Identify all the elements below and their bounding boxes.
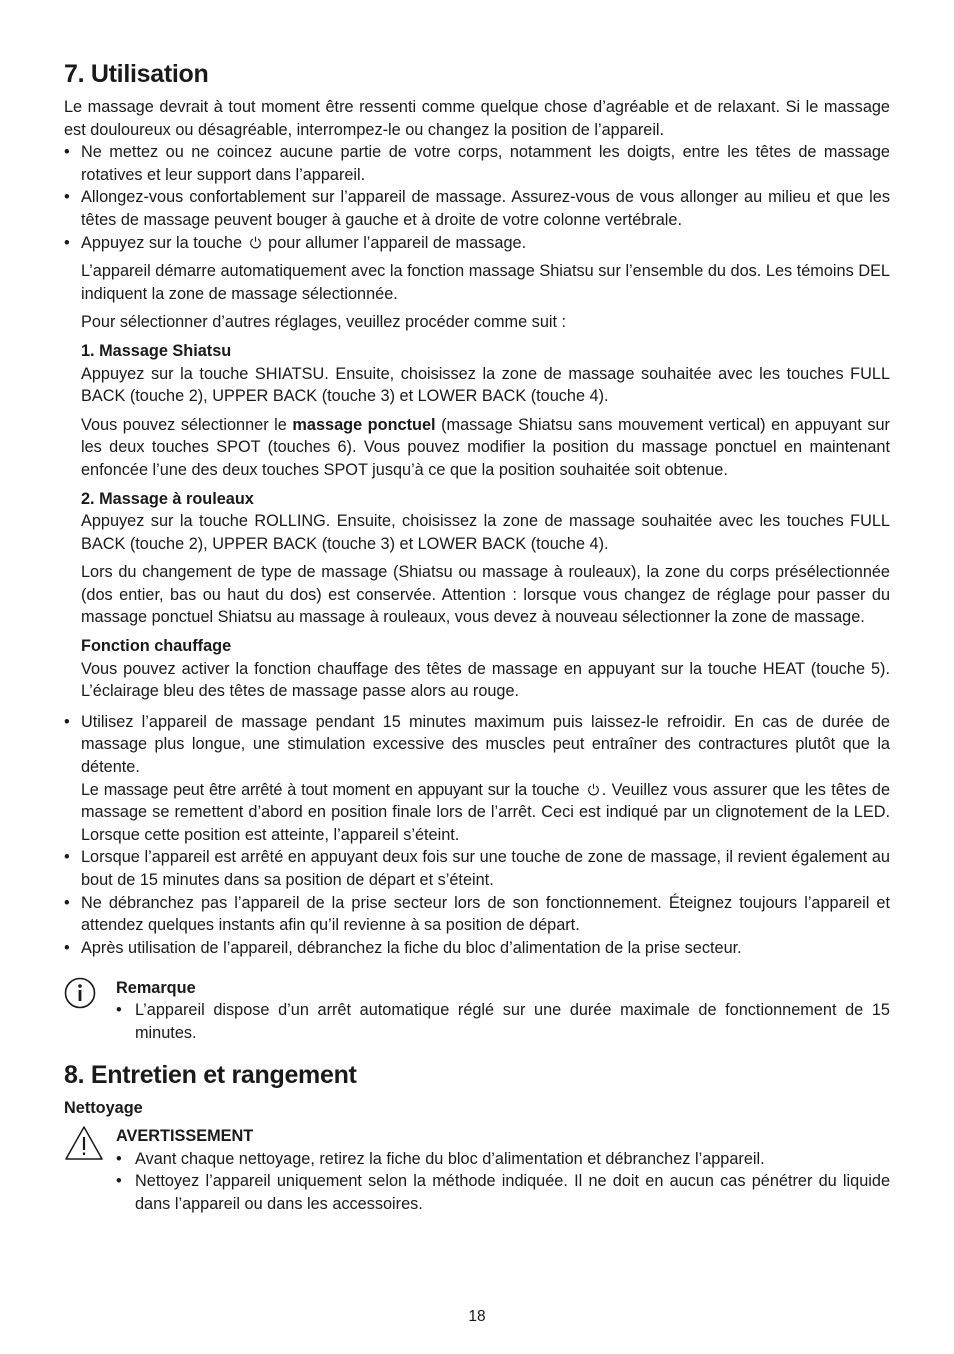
- list-item: • Ne mettez ou ne coincez aucune partie de votre corps, notamment les doigts, entre les têtes de massage rotatives et leur support dans l’appareil.: [64, 141, 890, 186]
- note-list: [116, 999, 890, 1044]
- section-7-title: 7. Utilisation: [64, 60, 209, 88]
- page-content: [64, 58, 890, 1216]
- warning-title: AVERTISSEMENT: [116, 1127, 254, 1146]
- cleaning-subtitle: Nettoyage: [64, 1098, 143, 1117]
- page-number: 18: [468, 1308, 486, 1325]
- heat-heading: Fonction chauffage: [81, 637, 232, 656]
- usage-bullets: [64, 141, 890, 254]
- list-item: • Allongez-vous confortablement sur l’appareil de massage. Assurez-vous de vous allonger au milieu et que les têtes de massage peuvent bouger à gauche et à droite de votre colonne vertébrale.: [64, 186, 890, 231]
- list-item-15min: [64, 711, 890, 847]
- shiatsu-heading: 1. Massage Shiatsu: [81, 341, 232, 360]
- power-text-post: pour allumer l’appareil de massage.: [268, 233, 527, 252]
- stop-text-post: . Veuillez vous assurer que les têtes de massage se remettent d’abord en position finale lors de l’arrêt. Ceci est indiqué par un clignotement de la LED. Lorsque cette position est atteinte, l’appareil s’éteint.: [81, 780, 891, 844]
- usage-bullets-2: [64, 711, 890, 960]
- section-8-title: 8. Entretien et rangement: [64, 1060, 357, 1089]
- rolling-text-2: Lors du changement de type de massage (Shiatsu ou massage à rouleaux), la zone du corps présélectionnée (dos entier, bas ou haut du dos) est conservée. Attention : lorsque vous changez de réglage pour passer du massage ponctuel Shiatsu au massage à rouleaux, vous devez à nouveau sélectionner la zone de massage.: [81, 563, 890, 627]
- warning-box: [64, 1125, 890, 1215]
- list-item: • Nettoyez l’appareil uniquement selon la méthode indiquée. Il ne doit en aucun cas pénétrer du liquide dans l’appareil ou dans les accessoires.: [116, 1170, 890, 1215]
- shiatsu-text: Appuyez sur la touche SHIATSU. Ensuite, choisissez la zone de massage souhaitée avec les touches FULL BACK (touche 2), UPPER BACK (touche 3) et LOWER BACK (touche 4).: [81, 364, 890, 406]
- stop-text-pre: Le massage peut être arrêté à tout moment en appuyant sur la touche: [81, 780, 580, 799]
- info-icon: [64, 977, 96, 1009]
- warning-list: [116, 1148, 890, 1216]
- intro-text: Le massage devrait à tout moment être ressenti comme quelque chose d’agréable et de relaxant. Si le massage est douloureux ou désagréable, interrompez-le ou changez la position de l’appareil.: [64, 98, 890, 139]
- spot-text-bold: massage ponctuel: [292, 415, 436, 434]
- note-box: [64, 977, 890, 1044]
- list-item: • L’appareil dispose d’un arrêt automatique réglé sur une durée maximale de fonctionnement de 15 minutes.: [116, 999, 890, 1044]
- power-icon: [249, 236, 262, 249]
- spot-text-post: (massage Shiatsu sans mouvement vertical) en appuyant sur les deux touches SPOT (touches 6). Vous pouvez modifier la position du massage ponctuel en maintenant enfoncée l’une des deux touches SPOT jusqu’à ce que la position souhaitée soit obtenue.: [81, 415, 890, 479]
- list-item: • Lorsque l’appareil est arrêté en appuyant deux fois sur une touche de zone de massage, il revient également au bout de 15 minutes dans sa position de départ et s’éteint.: [64, 846, 890, 891]
- rolling-heading: 2. Massage à rouleaux: [81, 489, 254, 508]
- warning-icon: [64, 1125, 104, 1161]
- list-item: • Après utilisation de l’appareil, débranchez la fiche du bloc d’alimentation de la prise secteur.: [64, 937, 890, 960]
- other-settings-text: Pour sélectionner d’autres réglages, veuillez procéder comme suit :: [81, 313, 567, 332]
- auto-start-text: L’appareil démarre automatiquement avec la fonction massage Shiatsu sur l’ensemble du dos. Les témoins DEL indiquent la zone de massage sélectionnée.: [81, 262, 890, 303]
- note-title: Remarque: [116, 979, 196, 998]
- spot-text-pre: Vous pouvez sélectionner le: [81, 415, 287, 434]
- power-text-pre: Appuyez sur la touche: [81, 233, 243, 252]
- list-item-power: [64, 232, 890, 255]
- bullet-15min-text: Utilisez l’appareil de massage pendant 15 minutes maximum puis laissez-le refroidir. En cas de durée de massage plus longue, une stimulation excessive des muscles peut entraîner des contractures plutôt que la détente.: [81, 712, 890, 777]
- power-icon: [587, 783, 600, 796]
- settings-block: [64, 260, 890, 703]
- list-item: • Avant chaque nettoyage, retirez la fiche du bloc d’alimentation et débranchez l’appareil.: [116, 1148, 890, 1171]
- spot-text: [81, 414, 890, 482]
- list-item: • Ne débranchez pas l’appareil de la prise secteur lors de son fonctionnement. Éteignez toujours l’appareil et attendez quelques instants afin qu’il revienne à sa position de départ.: [64, 892, 890, 937]
- rolling-text: Appuyez sur la touche ROLLING. Ensuite, choisissez la zone de massage souhaitée avec les touches FULL BACK (touche 2), UPPER BACK (touche 3) et LOWER BACK (touche 4).: [81, 512, 890, 553]
- heat-text: Vous pouvez activer la fonction chauffage des têtes de massage en appuyant sur la touche HEAT (touche 5). L’éclairage bleu des têtes de massage passe alors au rouge.: [81, 659, 890, 701]
